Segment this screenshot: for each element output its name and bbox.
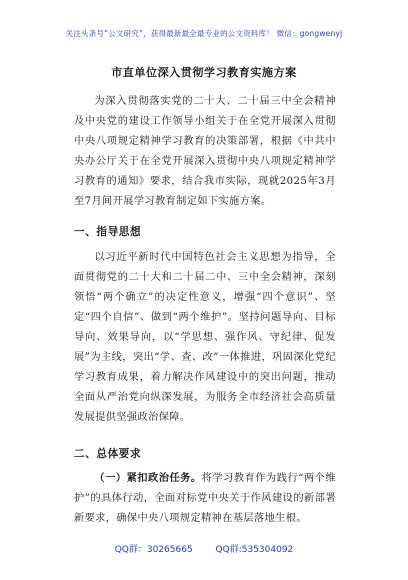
footer-qq-group-2: QQ群:535304092 bbox=[215, 545, 294, 555]
intro-paragraph: 为深入贯彻落实党的二十大、二十届三中全会精神及中央党的建设工作领导小组关于在全党开展深入贯彻中央八项规定精神学习教育的决策部署，根据《中共中央办公厅关于在全党开展深入贯彻中央八项规定精神学习教育的通知》要求，结合我市实际，现就2025年3月至7月间开展学习教育制定如下实施方案。 bbox=[74, 96, 336, 207]
footer-qq-group-1: QQ群：30265665 bbox=[114, 545, 193, 555]
section-2-heading: 二、总体要求 bbox=[74, 448, 142, 460]
footer bbox=[0, 542, 408, 555]
section-1-heading: 一、指导思想 bbox=[74, 226, 142, 238]
section-2-subheading: （一）紧扣政治任务。 bbox=[94, 473, 202, 484]
section-2-text: 将学习教育作为践行“两个维护”的具体行动，全面对标党中央关于作风建设的新部署新要求，确保中央八项规定精神在基层落地生根。 bbox=[74, 473, 336, 524]
section-1-paragraph: 以习近平新时代中国特色社会主义思想为指导，全面贯彻党的二十大和二十届二中、三中全会精神，深刻领悟“两个确立”的决定性意义，增强“四个意识”、坚定“四个自信”、做到“两个维护”。坚持问题导向、目标导向、效果导向，以“学思想、强作风、守纪律、促发展”为主线，突出“学、查、改”一体推进，巩固深化党纪学习教育成果，着力解决作风建设中的突出问题，推动全面从严治党向纵深发展，为服务全市经济社会高质量发展提供坚强政治保障。 bbox=[74, 252, 336, 423]
header-note: 关注头条号“公文研究”，获得最新最全最专业的公文资料库！ 微信：gongwenyj bbox=[65, 29, 343, 38]
document-title: 市直单位深入贯彻学习教育实施方案 bbox=[111, 66, 297, 79]
section-2-paragraph bbox=[74, 469, 336, 529]
